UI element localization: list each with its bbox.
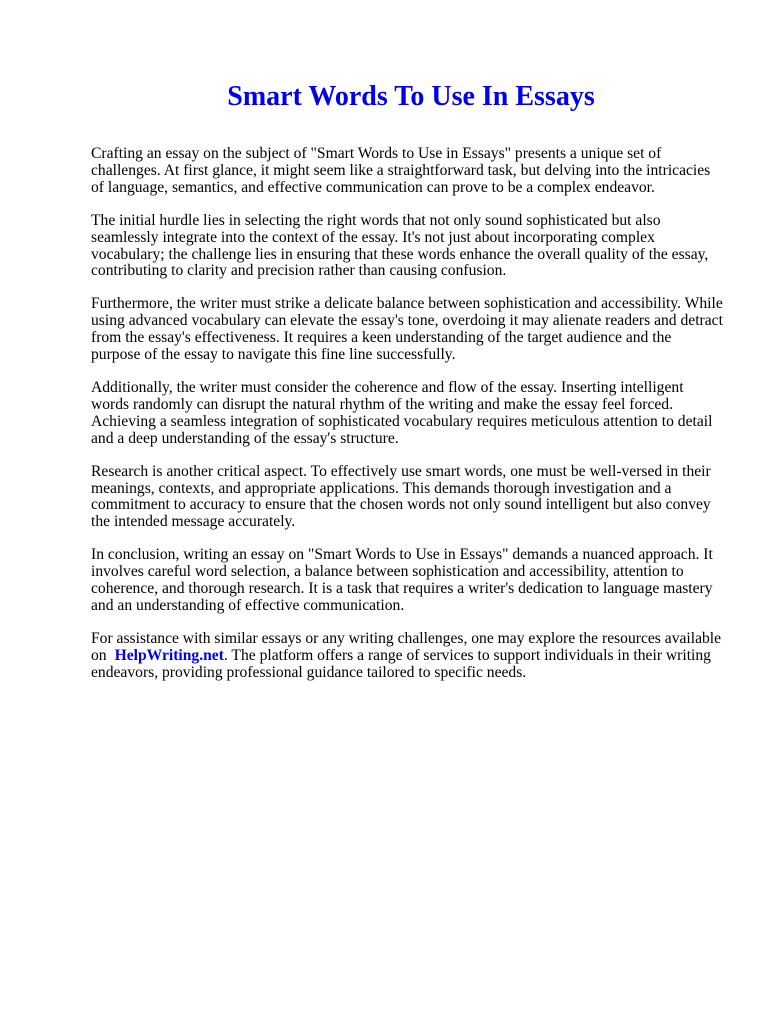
paragraph-7-after-link: . The platform offers a range of services to support individuals in their writing endeavors, providing professional guidance tailored to specific needs.: [91, 646, 711, 681]
helpwriting-link[interactable]: HelpWriting.net: [114, 646, 224, 664]
document-title: Smart Words To Use In Essays: [227, 81, 595, 112]
paragraph-6: In conclusion, writing an essay on "Smart Words to Use in Essays" demands a nuanced approach. It involves careful word selection, a balance between sophistication and accessibility, attention to coherence, and thorough research. It is a task that requires a writer's dedication to language mastery and an understanding of effective communication.: [91, 546, 713, 614]
document-body: [91, 146, 723, 698]
paragraph-1: Crafting an essay on the subject of "Smart Words to Use in Essays" presents a unique set of challenges. At first glance, it might seem like a straightforward task, but delving into the intricacies of language, semantics, and effective communication can prove to be a complex endeavor.: [91, 145, 711, 196]
paragraph-7: [91, 631, 723, 682]
paragraph-7-before-link: For assistance with similar essays or any writing challenges, one may explore the resources available on: [91, 629, 722, 664]
paragraph-4: Additionally, the writer must consider the coherence and flow of the essay. Inserting intelligent words randomly can disrupt the natural rhythm of the writing and make the essay feel forced. Achieving a seamless integration of sophisticated vocabulary requires meticulous attention to detail and a deep understanding of the essay's structure.: [91, 378, 713, 447]
paragraph-2: The initial hurdle lies in selecting the right words that not only sound sophisticated but also seamlessly integrate into the context of the essay. It's not just about incorporating complex vocabulary; the challenge lies in ensuring that these words enhance the overall quality of the essay, contributing to clarity and precision rather than causing confusion.: [91, 211, 709, 280]
paragraph-3: Furthermore, the writer must strike a delicate balance between sophistication and accessibility. While using advanced vocabulary can elevate the essay's tone, overdoing it may alienate readers and detract from the essay's effectiveness. It requires a keen understanding of the target audience and the purpose of the essay to navigate this fine line successfully.: [91, 295, 723, 364]
paragraph-5: Research is another critical aspect. To effectively use smart words, one must be well-versed in their meanings, contexts, and appropriate applications. This demands thorough investigation and a commitment to accuracy to ensure that the chosen words not only sound intelligent but also convey the intended message accurately.: [91, 462, 711, 531]
